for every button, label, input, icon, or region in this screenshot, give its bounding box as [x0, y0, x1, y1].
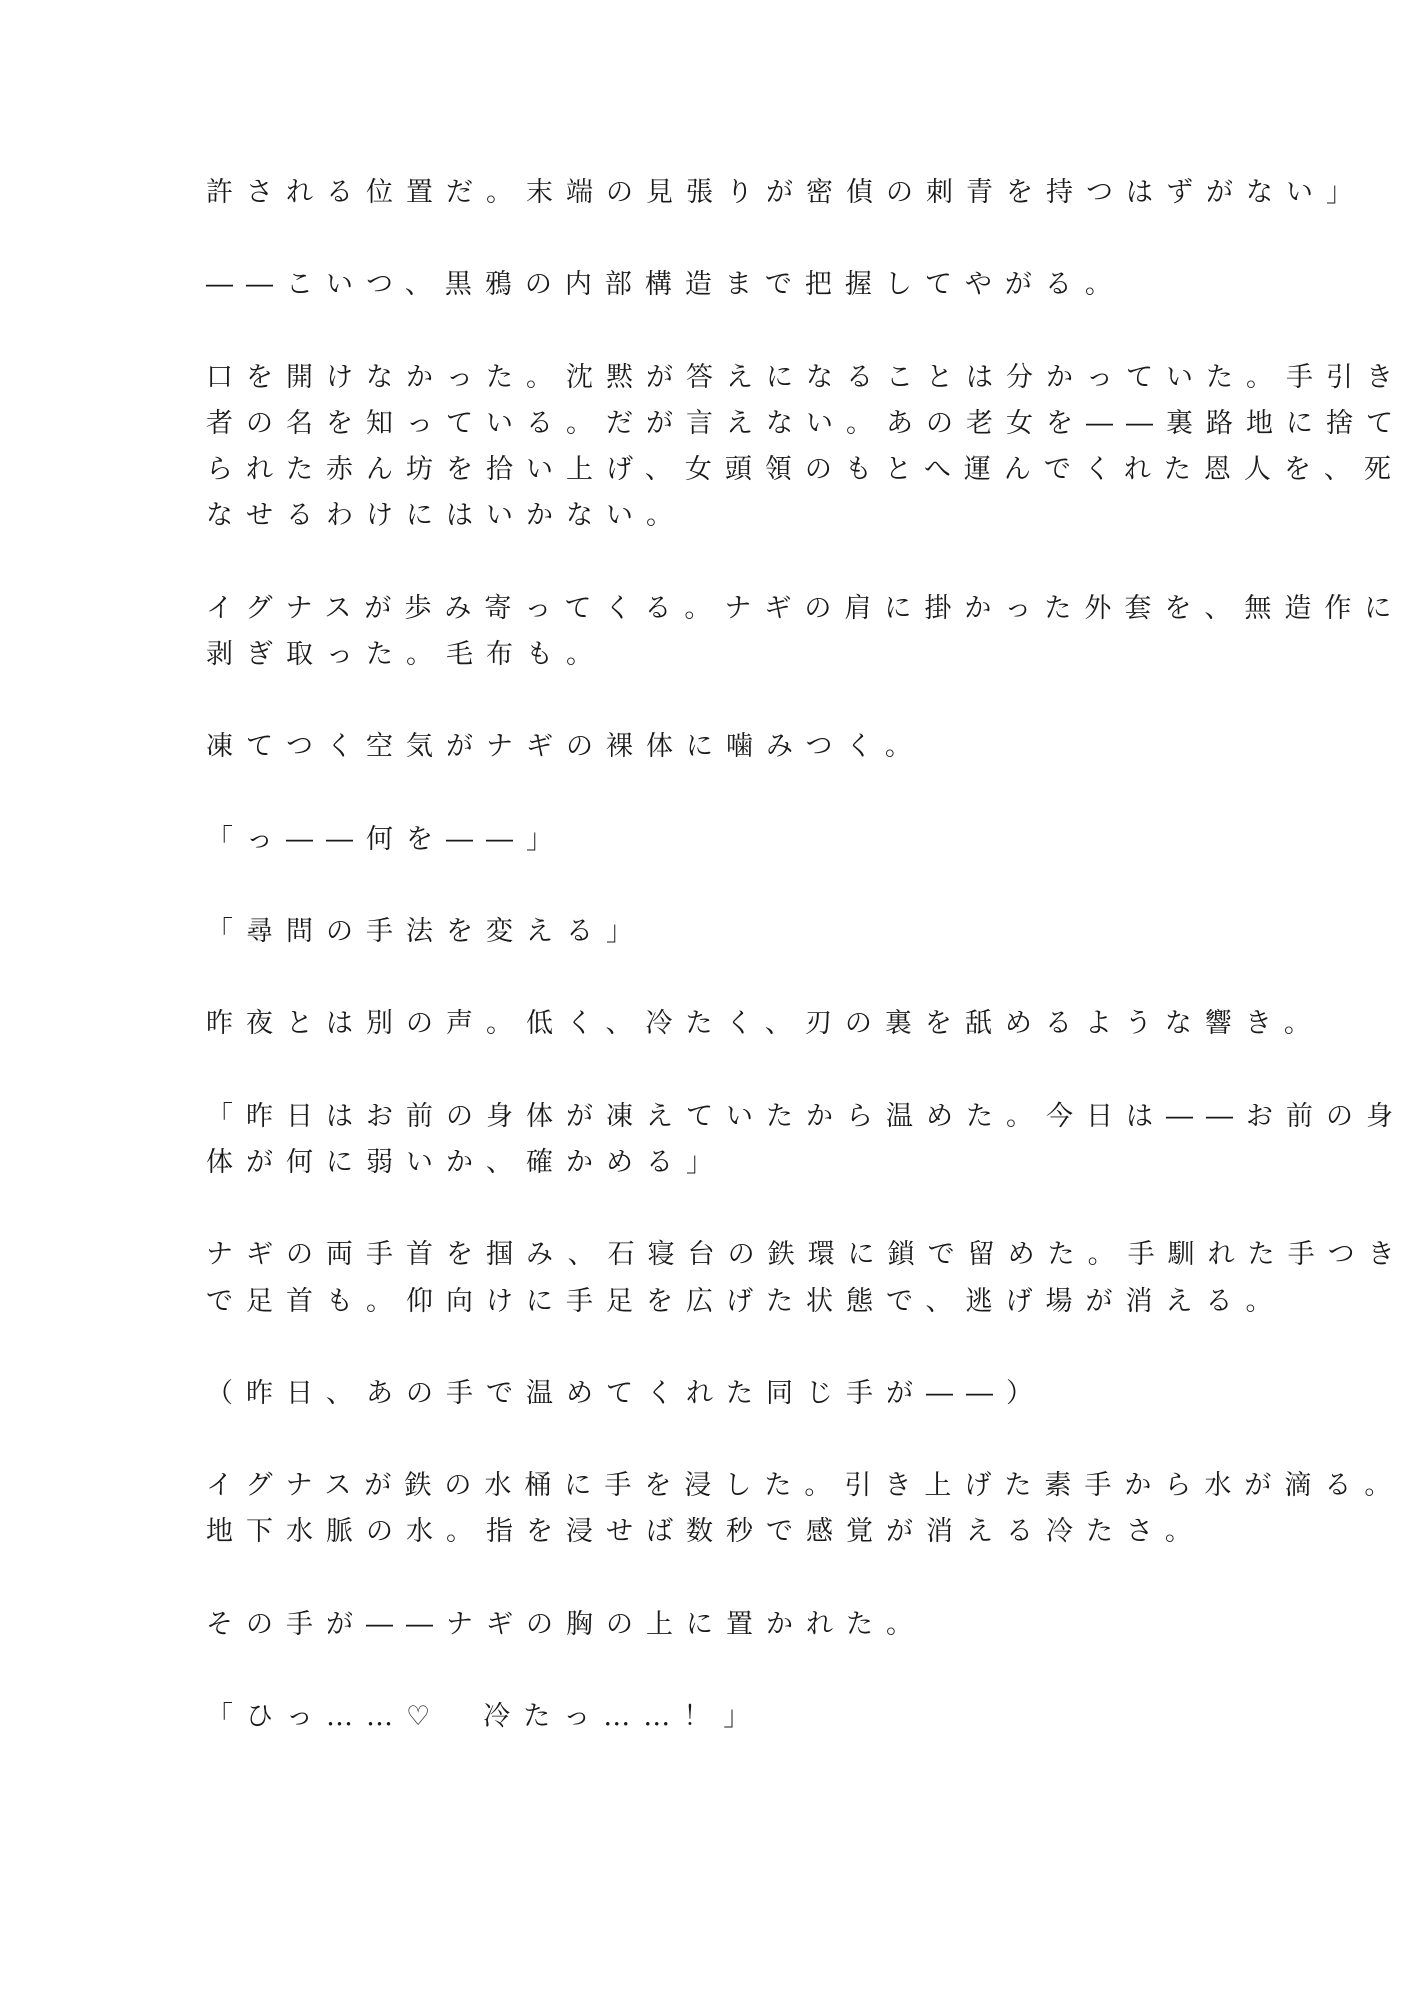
text-line: られた赤ん坊を拾い上げ、女頭領のもとへ運んでくれた恩人を、死 — [206, 454, 1404, 486]
text-line: イグナスが歩み寄ってくる。ナギの肩に掛かった外套を、無造作に — [206, 592, 1405, 624]
paragraph — [206, 1094, 1406, 1186]
text-line: 剥ぎ取った。毛布も。 — [206, 638, 606, 670]
text-line: その手が――ナギの胸の上に置かれた。 — [206, 1608, 926, 1640]
paragraph — [206, 1694, 1206, 1740]
paragraph — [206, 170, 1366, 216]
text-line: 口を開けなかった。沈黙が答えになることは分かっていた。手引き — [206, 361, 1406, 393]
paragraph — [206, 1602, 1206, 1648]
text-line: 昨夜とは別の声。低く、冷たく、刃の裏を舐めるような響き。 — [206, 1008, 1324, 1040]
text-line: 「昨日はお前の身体が凍えていたから温めた。今日は――お前の身 — [206, 1100, 1406, 1132]
text-line: なせるわけにはいかない。 — [206, 500, 686, 532]
document-page — [206, 170, 1408, 1787]
paragraph — [206, 909, 1206, 955]
text-line: 「尋問の手法を変える」 — [206, 916, 646, 947]
paragraph — [206, 586, 1405, 678]
text-line: 地下水脈の水。指を浸せば数秒で感覚が消える冷たさ。 — [206, 1516, 1205, 1548]
paragraph — [206, 724, 1206, 770]
paragraph — [206, 1371, 1206, 1417]
paragraph — [206, 355, 1406, 540]
text-line: ――こいつ、黒鴉の内部構造まで把握してやがる。 — [206, 269, 1125, 301]
text-line: 体が何に弱いか、確かめる」 — [206, 1146, 726, 1178]
paragraph — [206, 262, 1206, 308]
paragraph — [206, 817, 1206, 863]
paragraph — [206, 1232, 1408, 1324]
text-line: イグナスが鉄の水桶に手を浸した。引き上げた素手から水が滴る。 — [206, 1470, 1405, 1502]
text-line: （昨日、あの手で温めてくれた同じ手が――） — [206, 1377, 1046, 1409]
text-line: 許される位置だ。末端の見張りが密偵の刺青を持つはずがない」 — [206, 177, 1366, 208]
text-line: で足首も。仰向けに手足を広げた状態で、逃げ場が消える。 — [206, 1285, 1286, 1317]
text-line: ナギの両手首を掴み、石寝台の鉄環に鎖で留めた。手馴れた手つき — [206, 1239, 1408, 1271]
text-line: 「ひっ……♡ 冷たっ……！」 — [206, 1701, 764, 1733]
paragraph — [206, 1001, 1324, 1047]
paragraph — [206, 1463, 1405, 1555]
text-line: 凍てつく空気がナギの裸体に噛みつく。 — [206, 731, 925, 763]
text-line: 者の名を知っている。だが言えない。あの老女を――裏路地に捨て — [206, 407, 1406, 439]
text-line: 「っ――何を――」 — [206, 823, 566, 855]
